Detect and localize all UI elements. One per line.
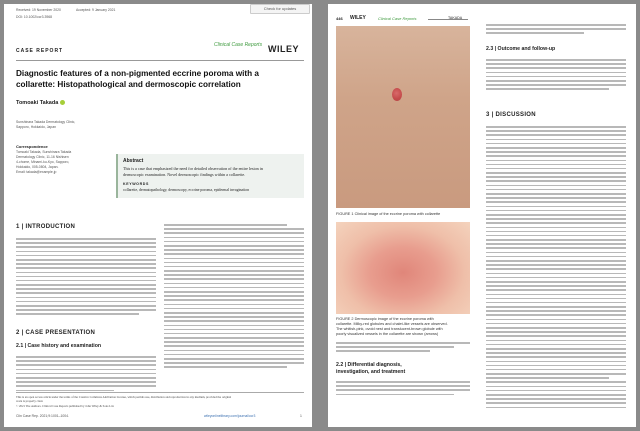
- corr-line: 4-chome, Minami-ku-Kyo, Sapporo,: [16, 160, 70, 164]
- running-head-journal: Clinical Case Reports: [378, 16, 417, 21]
- abstract-box: [116, 154, 304, 198]
- figure-2-dermoscopic-image: [336, 222, 470, 314]
- page-2: [328, 4, 636, 427]
- journal-logo: Clinical Case Reports: [214, 42, 263, 48]
- outcome-text: [486, 59, 626, 93]
- article-type: CASE REPORT: [16, 48, 64, 54]
- section-discussion: 3 | DISCUSSION: [486, 112, 536, 118]
- section-case-history: 2.1 | Case history and examination: [16, 343, 102, 349]
- doi: DOI: 10.1002/ccr3.3968: [16, 15, 53, 19]
- differential-text: [336, 381, 470, 398]
- figure-2-caption: collarette. Milky-red globules and chalet-like vessels are observed.: [336, 322, 448, 326]
- section-outcome: 2.3 | Outcome and follow-up: [486, 46, 556, 52]
- abstract-label: Abstract: [123, 158, 144, 164]
- corr-email: Email: takada@example.jp: [16, 170, 57, 174]
- section-differential-diagnosis: 2.2 | Differential diagnosis,: [336, 362, 402, 368]
- keywords-text: collarette, dermatopathology, dermoscopy, eccrine poroma, epidermal invagination: [123, 188, 250, 192]
- check-updates-button[interactable]: [250, 4, 310, 14]
- author-name: Tomoaki Takada: [16, 100, 65, 106]
- keywords-label: KEYWORDS: [123, 182, 149, 186]
- case-history-text: [16, 356, 156, 394]
- corr-line: Hokkaido, 005-0804, Japan.: [16, 165, 59, 169]
- page-number: 1: [300, 414, 302, 418]
- citation: Clin Case Rep. 2021;9:1001–1004.: [16, 414, 69, 418]
- column-2-text: [164, 224, 304, 371]
- abstract-line-2: dermoscopic examination. Novel dermoscopic findings within a collarette.: [123, 172, 246, 177]
- figure-1-clinical-image: [336, 26, 470, 208]
- section-differential-diagnosis-cont: investigation, and treatment: [336, 369, 406, 375]
- figure-2-caption: FIGURE 2 Dermoscopic image of the eccrine poroma with: [336, 317, 434, 321]
- page-1: [4, 4, 312, 427]
- check-updates-label: Check for updates: [263, 6, 297, 11]
- copyright: © 2021 The Authors. Clinical Case Reports published by John Wiley & Sons Ltd.: [16, 404, 115, 408]
- figure-2-caption: poorly visualized vessels in the collarette are shown (arrows): [336, 332, 439, 336]
- section-introduction: 1 | INTRODUCTION: [16, 224, 76, 230]
- journal-url-link[interactable]: wileyonlinelibrary.com/journal/ccr3: [204, 414, 256, 418]
- received-date: Received: 19 November 2020: [16, 8, 61, 12]
- figure-2-caption: The whitish-pink, ovoid nest and translucent-brown globule with: [336, 327, 443, 331]
- intro-text: [16, 238, 156, 318]
- lesion-marker: [392, 88, 402, 101]
- title-line-1: Diagnostic features of a non-pigmented eccrine poroma with a: [16, 69, 259, 78]
- correspondence-label: Correspondence: [16, 144, 48, 149]
- license-text-2: work is properly cited.: [16, 399, 44, 403]
- orcid-icon[interactable]: [60, 100, 65, 105]
- affiliation-line-1: Sunshinara Takada Dermatology Clinic,: [16, 120, 76, 124]
- running-head-author: TAKADA: [448, 16, 463, 20]
- discussion-text: [486, 126, 626, 411]
- page-number: 446: [336, 16, 343, 21]
- license-text-1: This is an open access article under the terms of the Creative Commons Attribution License, which permits use, distribution and reproduction in any medium, provided the original: [16, 395, 232, 399]
- continued-text: [336, 342, 470, 355]
- header-rule: [16, 60, 304, 61]
- col2-top-text: [486, 24, 626, 37]
- section-case-presentation: 2 | CASE PRESENTATION: [16, 330, 96, 336]
- affiliation-line-2: Sapporo, Hokkaido, Japan: [16, 125, 56, 129]
- running-head-publisher: WILEY: [350, 15, 366, 21]
- accepted-date: Accepted: 9 January 2021: [76, 8, 116, 12]
- publisher-logo: WILEY: [268, 44, 299, 54]
- figure-1-caption: FIGURE 1 Clinical image of the eccrine poroma with collarette: [336, 212, 441, 216]
- corr-line: Dermatology Clinic, 11-16 Nishisen: [16, 155, 69, 159]
- corr-line: Tomoaki Takada, Sunshinara Takada: [16, 150, 72, 154]
- footer-rule: [16, 392, 304, 393]
- title-line-2: collarette: Histopathological and dermoscopic correlation: [16, 80, 241, 89]
- abstract-line-1: This is a case that emphasized the need for detailed observation of the entire lesion in: [123, 166, 263, 171]
